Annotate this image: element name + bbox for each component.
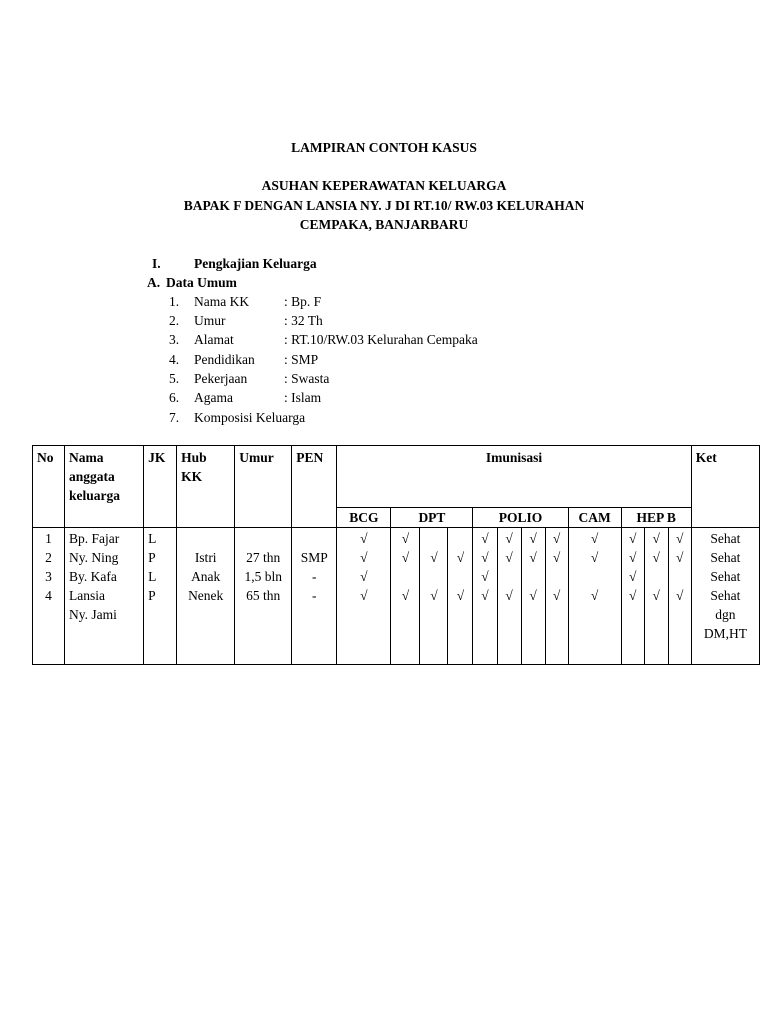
item-value: : Swasta xyxy=(284,371,330,386)
subsection-heading: Data Umum xyxy=(166,275,237,290)
item-label: Umur xyxy=(194,313,226,328)
col-ket xyxy=(691,528,759,665)
table-cell xyxy=(235,529,291,548)
check-cell: √ xyxy=(401,550,410,565)
item-number: 3. xyxy=(169,332,180,347)
check-cell: √ xyxy=(529,588,537,603)
header-hub-line2: KK xyxy=(181,469,203,484)
table-cell: 3 xyxy=(45,569,52,584)
table-cell: SMP xyxy=(300,550,328,565)
check-cell: √ xyxy=(628,531,637,546)
table-cell: DM,HT xyxy=(703,626,747,641)
header-jk: JK xyxy=(144,446,177,528)
header-nama-line3: keluarga xyxy=(69,488,121,503)
header-hub-line1: Hub xyxy=(181,450,207,465)
col-no xyxy=(33,528,65,665)
check-cell: √ xyxy=(652,550,660,565)
check-cell: √ xyxy=(628,569,637,584)
item-label: Pekerjaan xyxy=(194,371,248,386)
item-label: Pendidikan xyxy=(194,352,255,367)
item-value: : 32 Th xyxy=(284,313,323,328)
data-item-nama-kk xyxy=(0,292,768,311)
check-cell: √ xyxy=(529,550,537,565)
item-value: : Bp. F xyxy=(284,294,322,309)
item-number: 4. xyxy=(169,352,180,367)
header-umur: Umur xyxy=(235,446,292,528)
document-subtitle-line1: BAPAK F DENGAN LANSIA NY. J DI RT.10/ RW.03 KELURAHAN xyxy=(183,198,585,213)
check-cell: √ xyxy=(652,531,660,546)
col-polio-3 xyxy=(521,528,545,665)
table-cell: Istri xyxy=(194,550,217,565)
table-cell: Anak xyxy=(191,569,221,584)
document-title: ASUHAN KEPERAWATAN KELUARGA xyxy=(261,178,507,193)
check-cell: √ xyxy=(481,588,489,603)
data-item-umur xyxy=(0,311,768,330)
table-cell: By. Kafa xyxy=(69,569,117,584)
check-cell: √ xyxy=(505,550,513,565)
table-cell: L xyxy=(148,531,157,546)
col-hepb-1 xyxy=(621,528,644,665)
item-value: : SMP xyxy=(284,352,319,367)
section-heading: Pengkajian Keluarga xyxy=(194,256,317,271)
check-cell: √ xyxy=(481,569,489,584)
table-cell: 2 xyxy=(45,550,52,565)
col-pen xyxy=(292,528,337,665)
item-label: Agama xyxy=(194,390,233,405)
col-nama xyxy=(65,528,144,665)
check-cell: √ xyxy=(505,588,513,603)
subheader-bcg: BCG xyxy=(337,508,391,528)
col-polio-2 xyxy=(497,528,521,665)
subheader-hep-b: HEP B xyxy=(621,508,691,528)
section-number: I. xyxy=(152,256,161,271)
check-cell: √ xyxy=(360,531,368,546)
check-cell: √ xyxy=(401,531,410,546)
table-cell: Sehat xyxy=(710,588,741,603)
table-cell: Ny. Jami xyxy=(69,607,117,622)
check-cell xyxy=(669,567,691,586)
check-cell: √ xyxy=(590,550,599,565)
check-cell: √ xyxy=(676,531,684,546)
col-dpt-2 xyxy=(420,528,448,665)
col-polio-1 xyxy=(473,528,497,665)
check-cell: √ xyxy=(628,588,637,603)
check-cell: √ xyxy=(360,569,368,584)
subsection-letter: A. xyxy=(147,275,161,290)
subheader-cam: CAM xyxy=(568,508,621,528)
check-cell: √ xyxy=(676,588,684,603)
check-cell xyxy=(569,567,621,586)
check-cell: √ xyxy=(401,588,410,603)
check-cell: √ xyxy=(552,531,561,546)
table-cell: Lansia xyxy=(69,588,106,603)
item-label: Nama KK xyxy=(194,294,250,309)
table-cell: 65 thn xyxy=(246,588,281,603)
col-bcg xyxy=(337,528,391,665)
check-cell xyxy=(391,567,419,586)
table-data-row xyxy=(33,528,760,665)
table-cell: 4 xyxy=(45,588,52,603)
item-number: 2. xyxy=(169,313,180,328)
table-cell xyxy=(177,529,234,548)
table-cell: 1 xyxy=(45,531,52,546)
col-jk xyxy=(144,528,177,665)
check-cell: √ xyxy=(529,531,537,546)
header-no: No xyxy=(33,446,65,528)
header-nama-line1: Nama xyxy=(69,450,104,465)
check-cell: √ xyxy=(505,531,513,546)
check-cell: √ xyxy=(652,588,660,603)
table-cell: Nenek xyxy=(188,588,224,603)
check-cell xyxy=(448,529,472,548)
check-cell xyxy=(546,567,568,586)
check-cell xyxy=(645,567,668,586)
check-cell: √ xyxy=(456,550,465,565)
check-cell xyxy=(420,567,447,586)
table-cell: Ny. Ning xyxy=(69,550,119,565)
col-cam xyxy=(568,528,621,665)
table-cell: 1,5 bln xyxy=(244,569,282,584)
table-cell: P xyxy=(148,550,156,565)
header-imunisasi: Imunisasi xyxy=(337,446,691,508)
header-hub-kk xyxy=(177,446,235,528)
table-cell: - xyxy=(312,569,317,584)
check-cell: √ xyxy=(552,550,561,565)
col-dpt-3 xyxy=(448,528,473,665)
family-composition-table xyxy=(32,445,760,665)
col-hepb-3 xyxy=(668,528,691,665)
item-number: 5. xyxy=(169,371,180,386)
item-value: : RT.10/RW.03 Kelurahan Cempaka xyxy=(284,332,478,347)
table-cell: Sehat xyxy=(710,531,741,546)
data-item-pekerjaan xyxy=(0,369,768,388)
table-cell xyxy=(292,529,336,548)
check-cell: √ xyxy=(590,588,599,603)
check-cell: √ xyxy=(456,588,465,603)
item-label: Alamat xyxy=(194,332,234,347)
check-cell xyxy=(420,529,447,548)
item-number: 6. xyxy=(169,390,180,405)
check-cell: √ xyxy=(552,588,561,603)
table-cell: 27 thn xyxy=(246,550,281,565)
table-cell: Bp. Fajar xyxy=(69,531,120,546)
check-cell: √ xyxy=(481,550,489,565)
check-cell: √ xyxy=(360,550,368,565)
table-cell: P xyxy=(148,588,156,603)
item-number: 7. xyxy=(169,410,180,425)
table-cell: Sehat xyxy=(710,569,741,584)
check-cell: √ xyxy=(628,550,637,565)
col-umur xyxy=(235,528,292,665)
check-cell xyxy=(448,567,472,586)
table-cell: L xyxy=(148,569,157,584)
header-nama xyxy=(65,446,144,528)
table-cell: dgn xyxy=(715,607,736,622)
check-cell: √ xyxy=(481,531,489,546)
check-cell: √ xyxy=(360,588,368,603)
col-dpt-1 xyxy=(391,528,420,665)
table-cell: - xyxy=(312,588,317,603)
item-value: : Islam xyxy=(284,390,322,405)
col-hepb-2 xyxy=(644,528,668,665)
data-item-agama xyxy=(0,388,768,407)
check-cell: √ xyxy=(590,531,599,546)
item-label: Komposisi Keluarga xyxy=(194,410,306,425)
col-hub-kk xyxy=(177,528,235,665)
data-item-komposisi xyxy=(0,408,768,427)
col-polio-4 xyxy=(545,528,568,665)
table-cell: Sehat xyxy=(710,550,741,565)
header-ket: Ket xyxy=(691,446,759,528)
document-subtitle-line2: CEMPAKA, BANJARBARU xyxy=(299,217,469,232)
item-number: 1. xyxy=(169,294,180,309)
check-cell: √ xyxy=(430,588,438,603)
header-nama-line2: anggata xyxy=(69,469,115,484)
check-cell: √ xyxy=(430,550,438,565)
appendix-title: LAMPIRAN CONTOH KASUS xyxy=(291,140,477,155)
check-cell xyxy=(522,567,545,586)
check-cell: √ xyxy=(676,550,684,565)
subheader-polio: POLIO xyxy=(473,508,568,528)
header-pen: PEN xyxy=(292,446,337,528)
check-cell xyxy=(498,567,521,586)
data-item-pendidikan xyxy=(0,350,768,369)
data-item-alamat xyxy=(0,330,768,349)
subheader-dpt: DPT xyxy=(391,508,473,528)
